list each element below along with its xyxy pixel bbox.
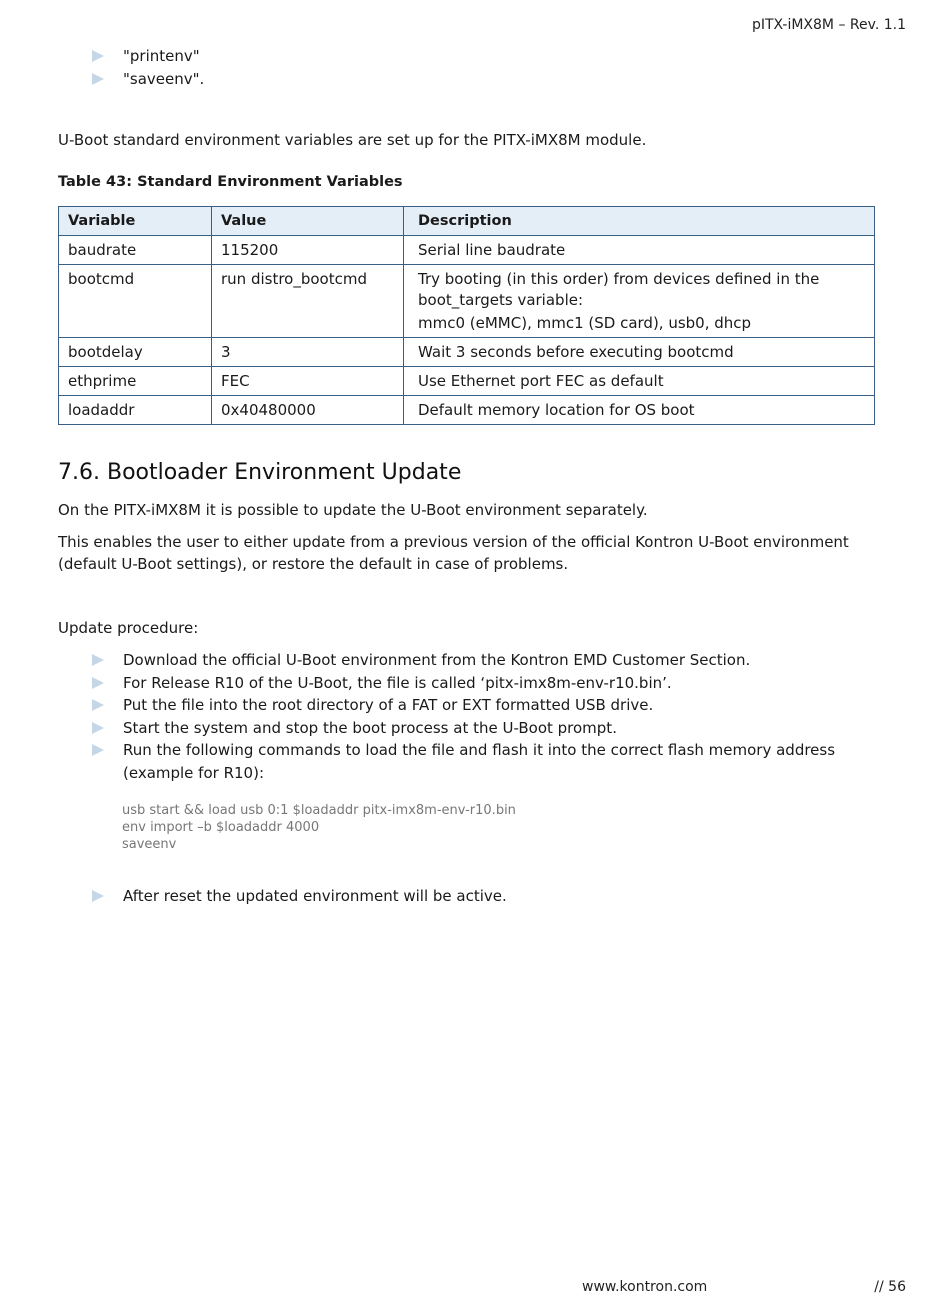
list-item [90,45,204,68]
bullet-triangle-icon [92,890,104,902]
list-item-text: Download the official U-Boot environment from the Kontron EMD Customer Section. [123,651,751,669]
cell-variable: ethprime [59,367,212,396]
table-row [59,236,875,265]
table-row [59,367,875,396]
list-item [90,717,890,740]
list-item-text: "printenv" [123,47,200,65]
cell-description [404,265,875,338]
top-bullet-list [90,45,204,90]
column-header-description: Description [404,207,875,236]
document-header: pITX-iMX8M – Rev. 1.1 [751,17,906,33]
table-header-row [59,207,875,236]
cell-description [404,367,875,396]
cell-value: FEC [212,367,404,396]
procedure-label: Update procedure: [58,619,199,637]
bullet-triangle-icon [92,744,104,756]
bullet-triangle-icon [92,73,104,85]
description-line: mmc0 (eMMC), mmc1 (SD card), usb0, dhcp [418,314,752,332]
list-item-text: For Release R10 of the U-Boot, the file is called ‘pitx-imx8m-env-r10.bin’. [123,673,672,692]
description-line: Try booting (in this order) from devices defined in the boot_targets variable: [418,270,820,309]
footer-website: www.kontron.com [582,1279,708,1295]
list-item [90,672,890,695]
section-heading: 7.6. Bootloader Environment Update [58,460,462,485]
cell-variable: baudrate [59,236,212,265]
table-row [59,396,875,425]
list-item [90,739,890,784]
intro-paragraph: U-Boot standard environment variables are set up for the PITX-iMX8M module. [58,131,647,149]
cell-variable: bootcmd [59,265,212,338]
list-item [90,649,890,672]
procedure-steps-list [90,649,890,784]
description-line: Wait 3 seconds before executing bootcmd [418,343,734,361]
list-item-text: Run the following commands to load the file and flash it into the correct flash memory address (example for R10): [123,741,836,782]
table-caption: Table 43: Standard Environment Variables [58,174,403,190]
final-step-list [90,885,507,908]
column-header-value: Value [212,207,404,236]
section-paragraph-1: On the PITX-iMX8M it is possible to update the U-Boot environment separately. [58,501,648,519]
section-paragraph-2: This enables the user to either update from a previous version of the official Kontron U-Boot environment (default U-Boot settings), or restore the default in case of problems. [58,533,849,573]
list-item [90,885,507,908]
list-item-text: Start the system and stop the boot process at the U-Boot prompt. [123,718,617,737]
description-line: Serial line baudrate [418,241,566,259]
table-row [59,338,875,367]
table-row [59,265,875,338]
bullet-triangle-icon [92,722,104,734]
code-line: env import –b $loadaddr 4000 [122,820,320,835]
list-item-text: "saveenv". [123,69,205,88]
cell-value: 115200 [212,236,404,265]
cell-variable: bootdelay [59,338,212,367]
bullet-triangle-icon [92,50,104,62]
environment-variables-table [58,206,875,425]
list-item [90,68,204,91]
cell-value: 3 [212,338,404,367]
list-item-text: After reset the updated environment will be active. [123,887,507,905]
code-line: usb start && load usb 0:1 $loadaddr pitx-imx8m-env-r10.bin [122,803,516,818]
cell-variable: loadaddr [59,396,212,425]
cell-description [404,236,875,265]
list-item [90,694,890,717]
cell-value: 0x40480000 [212,396,404,425]
code-block [122,802,516,853]
cell-description [404,396,875,425]
description-line: Use Ethernet port FEC as default [418,372,664,390]
bullet-triangle-icon [92,677,104,689]
footer-page-number: // 56 [874,1279,906,1295]
bullet-triangle-icon [92,654,104,666]
cell-value: run distro_bootcmd [212,265,404,338]
description-line: Default memory location for OS boot [418,401,695,419]
cell-description [404,338,875,367]
bullet-triangle-icon [92,699,104,711]
code-line: saveenv [122,837,177,852]
column-header-variable: Variable [59,207,212,236]
list-item-text: Put the file into the root directory of a FAT or EXT formatted USB drive. [123,696,654,714]
